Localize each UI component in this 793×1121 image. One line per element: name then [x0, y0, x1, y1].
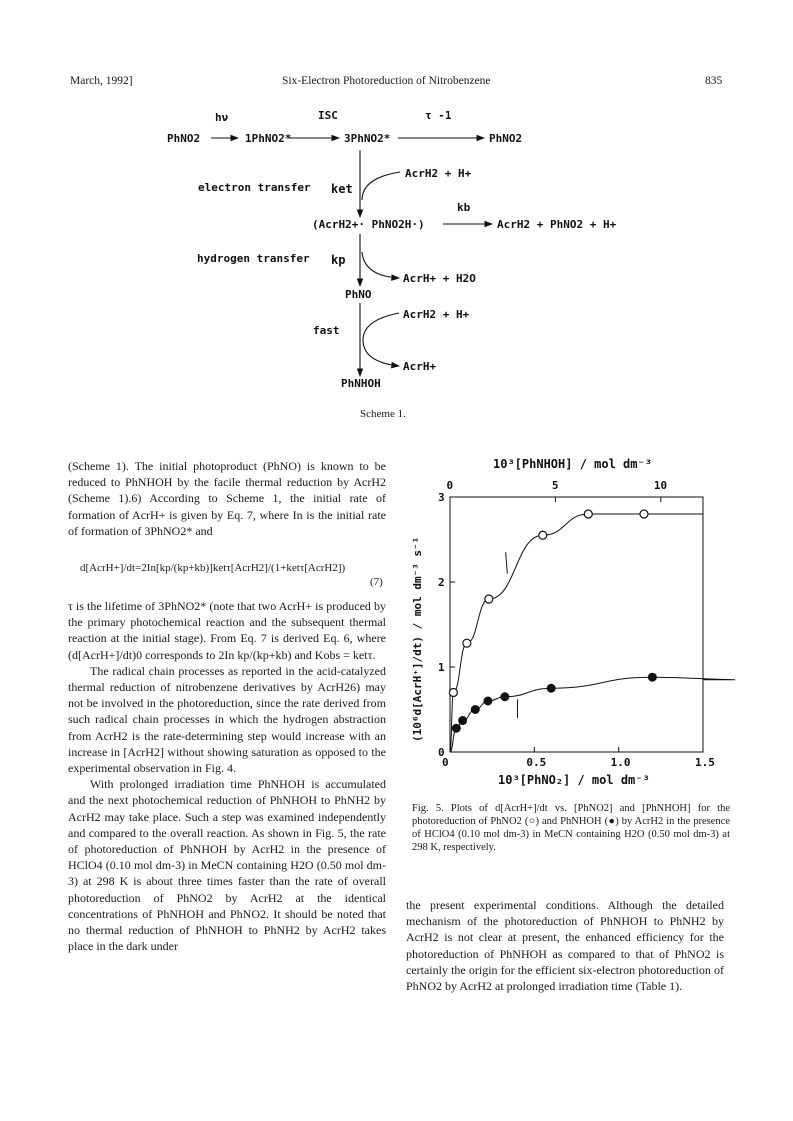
phno2-decay-product: PhNO2	[489, 132, 523, 145]
acrh-plus-product: AcrH+	[403, 360, 437, 373]
phno2-open-marker	[449, 689, 457, 697]
y-tick-label: 0	[438, 746, 445, 759]
running-header-left: March, 1992]	[70, 75, 133, 87]
phno2-fit-curve	[450, 514, 703, 752]
tau-label: τ -1	[425, 109, 452, 122]
phno2-open-marker	[640, 510, 648, 518]
paragraph-conclusion: the present experimental conditions. Although the detailed mechanism of the photoreduction of PhNHOH to PhNH2 by AcrH2 is not clear at present, the enhanced efficiency for the photoreduction of PhNHOH as compared to that of PhNO2 is certainly the origin for the efficient six-electron photoreduction of PhNO2 by AcrH2 at prolonged irradiation time (Table 1).	[406, 898, 724, 994]
top-x-tick-label: 10	[653, 479, 668, 492]
phnhoh-filled-marker	[648, 673, 656, 681]
top-axis-indicator-arrow	[506, 552, 508, 573]
kp-label: kp	[331, 253, 346, 267]
kb-label: kb	[457, 201, 471, 214]
back-electron-transfer-products: AcrH2 + PhNO2 + H+	[497, 218, 617, 231]
y-axis-label: (10⁶d[AcrH⁺]/dt) / mol dm⁻³ s⁻¹	[411, 536, 424, 742]
figure-5-caption: Fig. 5. Plots of d[AcrH+]/dt vs. [PhNO2] and [PhNHOH] for the photoreduction of PhNO2 (○) and PhNHOH (●) by AcrH2 in the presence of HClO4 (0.10 mol dm-3) in MeCN containing H2O (0.50 mol dm-3) at 298 K, respectively.	[412, 803, 730, 853]
paragraph-lifetime: τ is the lifetime of 3PhNO2* (note that two AcrH+ is produced by the primary photochemical reaction and the subsequent thermal reaction at the initial stage). From Eq. 7 is derived Eq. 6, where (d[AcrH+]/dt)0 corresponds to 2In kp/(kp+kb) and Kobs = ketτ.	[68, 599, 386, 662]
singlet-phno2: 1PhNO2*	[245, 132, 292, 145]
phno2-open-marker	[539, 531, 547, 539]
curve-fast-reduction	[363, 313, 399, 366]
x-tick-label: 0	[442, 756, 449, 769]
ket-label: ket	[331, 182, 353, 196]
paragraph-prolonged-irradiation: With prolonged irradiation time PhNHOH is accumulated and the next photochemical reduction of PhNHOH to PhNH2 by AcrH2 may take place. Such a step was examined independently and compared to the overall reaction. As shown in Fig. 5, the rate of photoreduction of PhNHOH by AcrH2 in the presence of HClO4 (0.10 mol dm-3) in MeCN containing H2O (0.50 mol dm-3) at 298 K is about three times faster than the rate of overall photoreduction of PhNO2 by AcrH2 at the identical concentrations of PhNHOH and PhNO2. It should be noted that no thermal reduction of PhNHOH to PhNH2 by AcrH2 takes place in the dark under	[68, 777, 386, 954]
figure-5-plot	[405, 452, 735, 787]
phno2-start: PhNO2	[167, 132, 201, 145]
phnhoh-fit-curve	[450, 677, 735, 752]
reaction-scheme	[0, 100, 793, 400]
right-column	[406, 897, 724, 994]
top-x-tick-label: 5	[551, 479, 559, 492]
hv-label: hν	[215, 111, 229, 124]
x-tick-label: 0.5	[526, 756, 547, 769]
equation-7: d[AcrH+]/dt=2In[kp/(kp+kb)]ketτ[AcrH2]/(1+ketτ[AcrH2])	[80, 562, 346, 574]
paragraph-radical-chain: The radical chain processes as reported in the acid-catalyzed thermal reduction of nitrobenzene derivatives by AcrH26) may not be involved in the photoreduction, since the rate derived from such radical chain processes in which the hydrogen abstraction from AcrH2 is the rate-determining step would increase with an increase in [AcrH2] without showing saturation as opposed to the experimental observation in Fig. 4.	[68, 663, 386, 776]
curve-hydrogen-transfer	[362, 252, 399, 278]
paragraph-scheme-intro: (Scheme 1). The initial photoproduct (PhNO) is known to be reduced to PhNHOH by the facile thermal reduction by AcrH2 (Scheme 1).6) According to Scheme 1, the initial rate of formation of AcrH+ is given by Eq. 7, where In is the initial rate of formation of 3PhNO2* and	[68, 459, 386, 538]
phno2-open-marker	[463, 639, 471, 647]
bottom-axis-label: 10³[PhNO₂] / mol dm⁻³	[498, 773, 650, 787]
triplet-phno2: 3PhNO2*	[344, 132, 391, 145]
phno-intermediate: PhNO	[345, 288, 372, 301]
phno2-open-marker	[485, 595, 493, 603]
hydrogen-transfer-label: hydrogen transfer	[197, 252, 310, 265]
phnhoh-filled-marker	[452, 724, 460, 732]
phnhoh-product: PhNHOH	[341, 377, 381, 390]
phno2-open-marker	[584, 510, 592, 518]
electron-transfer-label: electron transfer	[198, 181, 311, 194]
phnhoh-filled-marker	[501, 693, 509, 701]
x-tick-label: 1.0	[610, 756, 631, 769]
x-tick-label: 1.5	[695, 756, 715, 769]
radical-pair: (AcrH2+· PhNO2H·)	[312, 218, 425, 231]
top-x-tick-label: 0	[446, 479, 454, 492]
equation-number: (7)	[370, 576, 383, 588]
left-column	[68, 458, 386, 539]
running-header-title: Six-Electron Photoreduction of Nitrobenzene	[282, 75, 491, 87]
phnhoh-filled-marker	[459, 717, 467, 725]
phnhoh-filled-marker	[484, 697, 492, 705]
acrh-h2o-product: AcrH+ + H2O	[403, 272, 476, 285]
isc-label: ISC	[318, 109, 338, 122]
acrh2-h-reagent: AcrH2 + H+	[405, 167, 472, 180]
phnhoh-filled-marker	[471, 706, 479, 714]
left-column-continued	[68, 598, 386, 954]
y-tick-label: 1	[438, 661, 445, 674]
phnhoh-filled-marker	[547, 684, 555, 692]
acrh2-h-reagent-2: AcrH2 + H+	[403, 308, 470, 321]
page-number: 835	[705, 75, 723, 87]
scheme-caption: Scheme 1.	[360, 408, 406, 420]
y-tick-label: 3	[438, 491, 445, 504]
y-tick-label: 2	[438, 576, 445, 589]
plot-frame	[450, 497, 703, 752]
curve-electron-transfer	[362, 172, 400, 200]
top-axis-label: 10³[PhNHOH] / mol dm⁻³	[493, 457, 652, 471]
fast-label: fast	[313, 324, 340, 337]
